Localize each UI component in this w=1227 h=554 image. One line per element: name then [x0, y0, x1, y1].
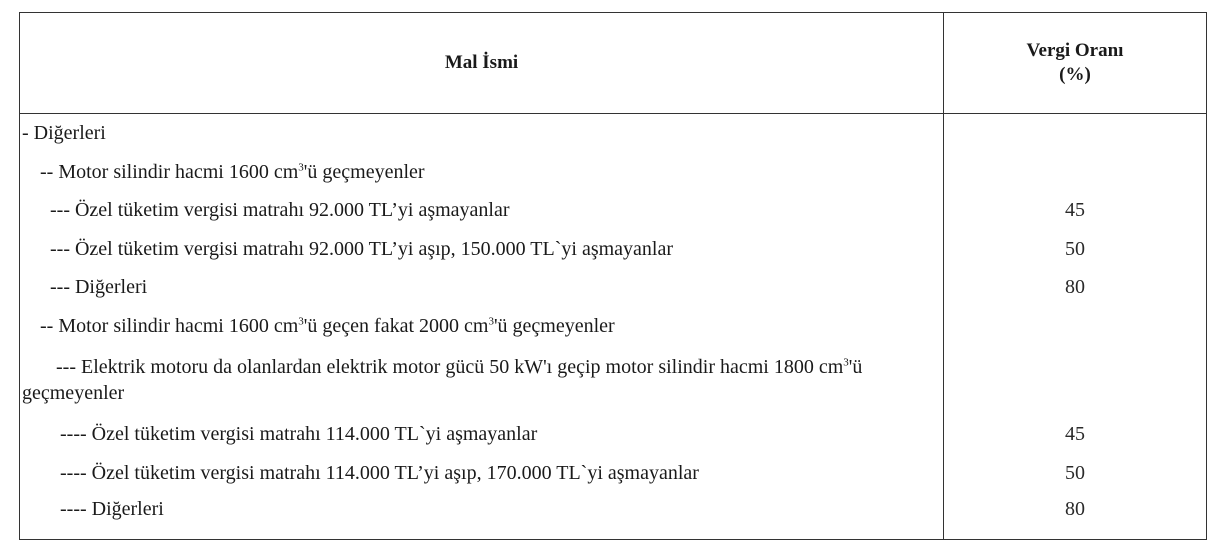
row-name-wrapper: [22, 354, 943, 406]
superscript: 3: [298, 315, 304, 328]
row-name: [20, 415, 944, 454]
row-rate: 45: [1065, 199, 1085, 222]
table-row: [20, 191, 1207, 230]
superscript: 3: [298, 161, 304, 174]
tax-rate-table: [19, 12, 1207, 540]
row-name-text-end: 'ü geçmeyenler: [303, 160, 425, 183]
table-row: [20, 114, 1207, 153]
row-name: [20, 114, 944, 153]
row-name-text-mid: 'ü geçen fakat 2000 cm: [303, 314, 489, 337]
table-row: [20, 415, 1207, 454]
row-name: [20, 345, 944, 415]
row-rate: 80: [1065, 497, 1085, 520]
header-row: [20, 13, 1207, 114]
row-name: [20, 492, 944, 540]
table-row: [20, 453, 1207, 492]
row-rate: 45: [1065, 423, 1085, 446]
row-rate: [944, 345, 1207, 415]
row-name: [20, 268, 944, 307]
row-name-text: --- Özel tüketim vergisi matrahı 92.000 TL’yi aşmayanlar: [50, 199, 510, 222]
header-tax-rate-unit: (%): [1059, 64, 1091, 85]
header-tax-rate: [944, 13, 1207, 114]
row-rate: 80: [1065, 276, 1085, 299]
row-name-text-end: 'ü geçmeyenler: [22, 356, 863, 404]
superscript: 3: [488, 315, 494, 328]
row-name-text: ---- Özel tüketim vergisi matrahı 114.000 TL’yi aşıp, 170.000 TL`yi aşmayanlar: [60, 461, 699, 484]
row-name-text: -- Motor silindir hacmi 1600 cm: [40, 160, 299, 183]
header-tax-rate-label: Vergi Oranı: [1026, 40, 1124, 61]
table-row: [20, 153, 1207, 192]
table-row: [20, 268, 1207, 307]
row-name-text: --- Elektrik motoru da olanlardan elektrik motor gücü 50 kW'ı geçip motor silindir hacmi 1800 cm: [56, 356, 844, 378]
row-name: [20, 307, 944, 346]
row-name: [20, 153, 944, 192]
row-name-text-end: 'ü geçmeyenler: [493, 314, 615, 337]
row-name-text: ---- Diğerleri: [60, 497, 164, 520]
row-rate: [944, 114, 1207, 153]
row-name-text: --- Diğerleri: [50, 276, 148, 299]
row-name-text: --- Özel tüketim vergisi matrahı 92.000 TL’yi aşıp, 150.000 TL`yi aşmayanlar: [50, 237, 674, 260]
row-name: [20, 453, 944, 492]
table-row: [20, 230, 1207, 269]
row-rate: [944, 307, 1207, 346]
row-name: [20, 191, 944, 230]
superscript: 3: [843, 356, 849, 369]
row-name-text: -- Motor silindir hacmi 1600 cm: [40, 314, 299, 337]
table-row: [20, 307, 1207, 346]
row-name-text: - Diğerleri: [22, 122, 106, 145]
row-rate: 50: [1065, 461, 1085, 484]
header-goods-name: Mal İsmi: [20, 13, 944, 114]
row-name-text: ---- Özel tüketim vergisi matrahı 114.000 TL`yi aşmayanlar: [60, 423, 538, 446]
row-name: [20, 230, 944, 269]
row-rate: [944, 153, 1207, 192]
table-row: [20, 345, 1207, 415]
table-row: [20, 492, 1207, 540]
row-rate: 50: [1065, 237, 1085, 260]
